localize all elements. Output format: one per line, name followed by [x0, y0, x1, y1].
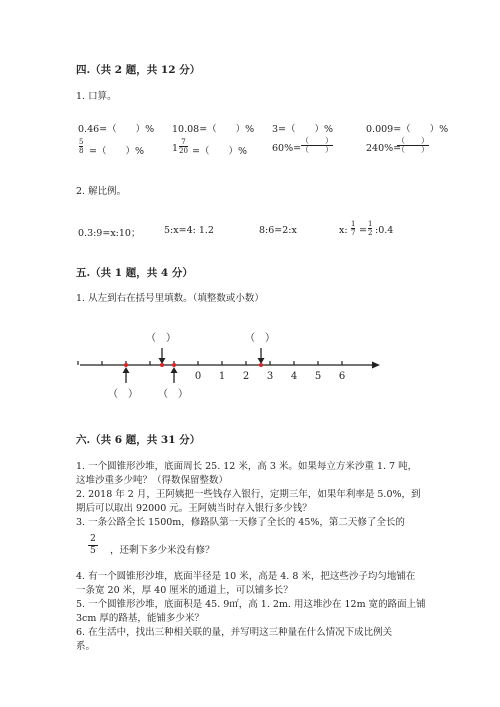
calc-2c-fraction: （ ） （ ）	[301, 136, 333, 154]
section6-title: 六.（共 6 题，共 31 分）	[76, 434, 201, 446]
axis-tick-labels	[195, 371, 345, 382]
tick-label: 6	[338, 371, 346, 382]
s6-line-3: 2. 2018 年 2 月，王阿姨把一些钱存入银行，定期三年，如果年利率是 5.0%，到	[76, 489, 421, 500]
paren-bottom-2: （ ）	[158, 389, 188, 400]
paren-top-1: （ ）	[146, 333, 176, 344]
proportion-4-eq: =	[359, 225, 367, 236]
s6-line-9: 3cm 厚的路基，能铺多少米？	[76, 613, 204, 624]
proportion-3: 8:6=2:x	[259, 225, 297, 236]
point-marker-1	[124, 363, 128, 367]
s6-line-10: 6. 在生活中，找出三种相关联的量，并写明这三种量在什么情况下成比例关	[76, 627, 393, 638]
calc-1c: 3=（ ）%	[272, 124, 334, 135]
s6-line-6: 4. 有一个圆锥形沙堆，底面半径是 10 米，高是 4. 8 米，把这些沙子均匀地铺在	[76, 571, 416, 582]
calc-2b-whole: 1	[172, 143, 179, 154]
tick-label: 3	[266, 371, 274, 382]
calc-2a-tail: =（ ）%	[89, 146, 144, 157]
section5-title: 五.（共 1 题，共 4 分）	[76, 267, 193, 279]
tick-label: 2	[242, 371, 250, 382]
point-marker-4	[259, 363, 263, 367]
fraction-1-2: 1 2	[368, 220, 373, 237]
s6-line-4: 期后可以取出 92000 元。王阿姨当时存入银行多少钱？	[76, 503, 312, 514]
tick-label: 4	[290, 371, 298, 382]
calc-1b: 10.08=（ ）%	[172, 124, 255, 135]
calc-2b-tail: =（ ）%	[192, 146, 247, 157]
s6-line-11: 系。	[76, 641, 96, 652]
s5-q1-label: 1. 从左到右在括号里填数。（填整数或小数）	[76, 293, 264, 304]
fraction-7-20: 7 20	[179, 138, 188, 155]
calc-1a: 0.46=（ ）%	[78, 124, 155, 135]
fraction-2-5: 2 5	[88, 534, 98, 557]
axis-arrowhead	[372, 362, 380, 369]
proportion-4-head: x:	[339, 225, 348, 236]
calc-1d: 0.009=（ ）%	[366, 124, 449, 135]
number-line	[0, 325, 500, 405]
proportion-4-tail: :0.4	[375, 225, 394, 236]
arrow-up-2	[171, 367, 178, 383]
proportion-1: 0.3:9=x:10；	[78, 228, 141, 239]
tick-label: 5	[314, 371, 322, 382]
s6-line-5: 3. 一条公路全长 1500m，修路队第一天修了全长的 45%，第二天修了全长的	[76, 517, 405, 528]
s6-line-7: 一条宽 20 米，厚 40 厘米的通道上，可以铺多长？	[76, 585, 293, 596]
point-marker-2	[160, 363, 164, 367]
s6-line-1: 1. 一个圆锥形沙堆，底面周长 25. 12 米，高 3 米。如果每立方米沙重 1. 7 吨，	[76, 461, 418, 472]
tick-label: 0	[194, 371, 202, 382]
s6-q3-tail: ，还剩下多少米没有修？	[110, 545, 215, 556]
tick-label: 1	[218, 371, 226, 382]
paren-top-2: （ ）	[245, 333, 275, 344]
point-marker-3	[172, 363, 176, 367]
fraction-1-7: 1 7	[351, 220, 356, 237]
calc-2c-head: 60%=	[272, 143, 302, 154]
arrow-down-1	[159, 348, 166, 364]
q1-label: 1. 口算。	[76, 91, 117, 102]
calc-2d-fraction: （ ） （ ）	[397, 136, 429, 154]
s6-line-2: 这堆沙重多少吨？（得数保留整数）	[76, 475, 229, 486]
q2-label: 2. 解比例。	[76, 186, 127, 197]
arrow-up-1	[123, 367, 130, 383]
calc-2d-head: 240%=	[366, 143, 402, 154]
proportion-2: 5:x=4: 1.2	[164, 225, 214, 236]
s6-line-8: 5. 一个圆锥形沙堆，底面积是 45. 9㎡，高 1. 2m. 用这堆沙在 12m 宽的路面上铺	[76, 599, 426, 610]
arrow-down-2	[258, 348, 265, 364]
fraction-5-8: 5 8	[79, 138, 84, 155]
paren-bottom-1: （ ）	[108, 389, 138, 400]
section4-title: 四.（共 2 题，共 12 分）	[76, 64, 201, 76]
